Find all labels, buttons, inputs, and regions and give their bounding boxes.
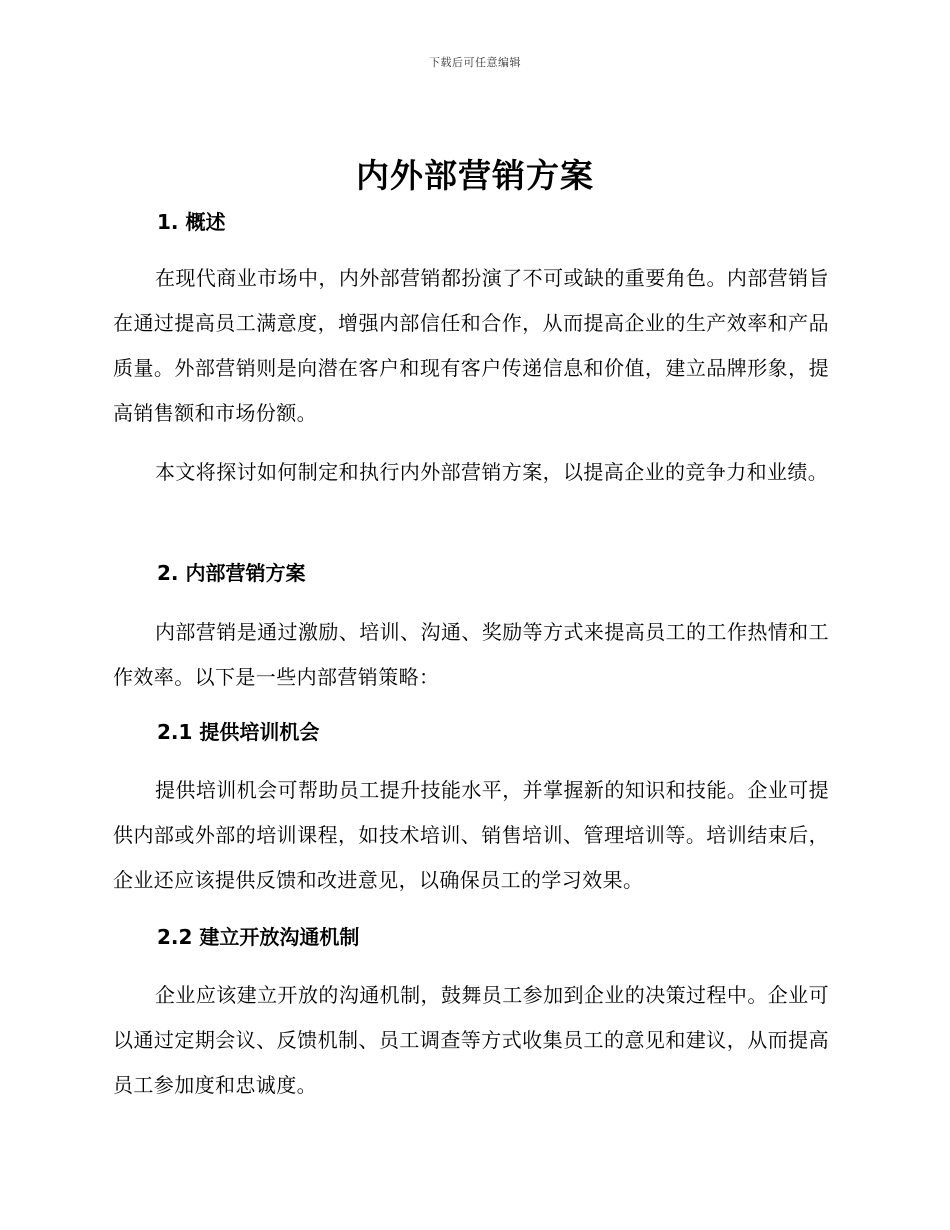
paragraph-overview-2: 本文将探讨如何制定和执行内外部营销方案，以提高企业的竞争力和业绩。 <box>155 460 829 484</box>
paragraph-training: 提供培训机会可帮助员工提升技能水平，并掌握新的知识和技能。企业可提供内部或外部的培训课程，如技术培训、销售培训、管理培训等。培训结束后，企业还应该提供反馈和改进意见，以确保员工的学习效果。 <box>113 778 829 892</box>
section-heading-internal-marketing: 2. 内部营销方案 <box>157 561 306 585</box>
paragraph-communication: 企业应该建立开放的沟通机制，鼓舞员工参加到企业的决策过程中。企业可以通过定期会议、反馈机制、员工调查等方式收集员工的意见和建议，从而提高员工参加度和忠诚度。 <box>113 983 829 1097</box>
section-heading-overview: 1. 概述 <box>157 210 226 234</box>
section-heading-communication: 2.2 建立开放沟通机制 <box>157 925 360 949</box>
paragraph-overview-1: 在现代商业市场中，内外部营销都扮演了不可或缺的重要角色。内部营销旨在通过提高员工满意度，增强内部信任和合作，从而提高企业的生产效率和产品质量。外部营销则是向潜在客户和现有客户传递信息和价值，建立品牌形象，提高销售额和市场份额。 <box>113 266 829 425</box>
paragraph-internal-marketing: 内部营销是通过激励、培训、沟通、奖励等方式来提高员工的工作热情和工作效率。以下是一些内部营销策略： <box>113 620 829 689</box>
header-note: 下载后可任意编辑 <box>429 56 521 69</box>
document-title: 内外部营销方案 <box>356 156 594 195</box>
section-heading-training: 2.1 提供培训机会 <box>157 720 320 744</box>
